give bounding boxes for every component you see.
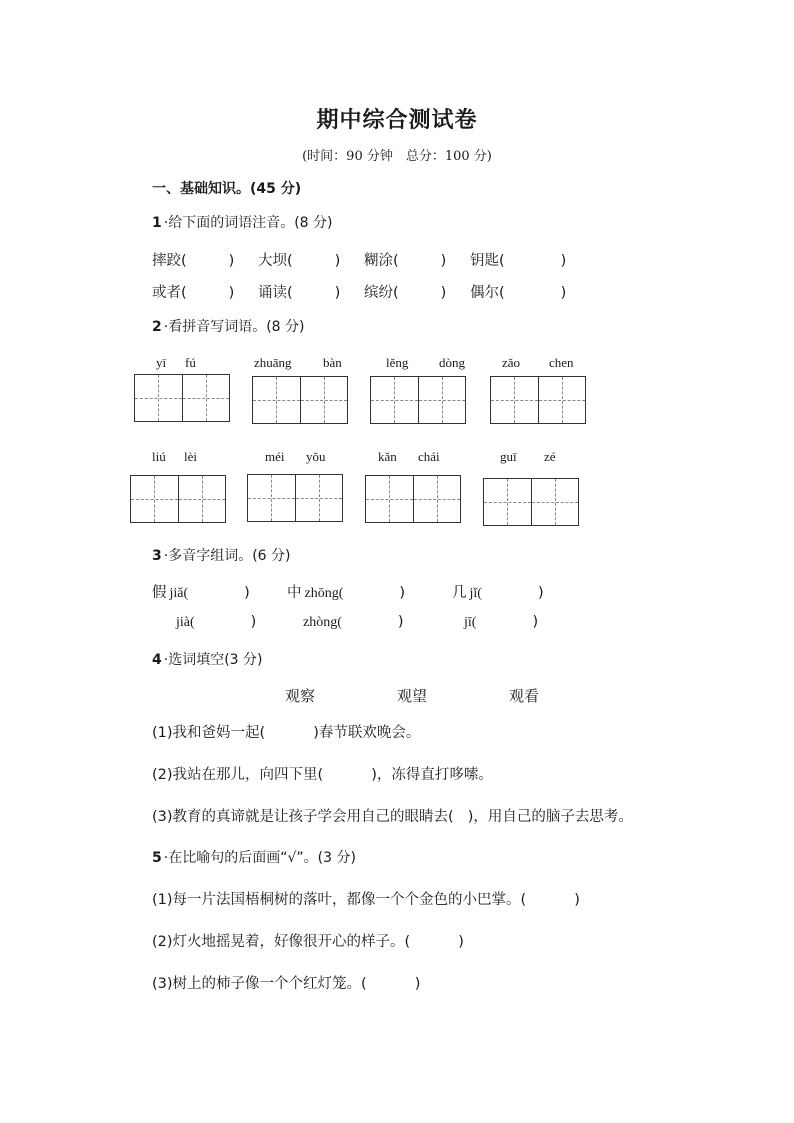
pinyin-reading: jià( (176, 615, 195, 630)
choice-word: 观望 (397, 687, 428, 705)
sentence-3 (152, 805, 633, 826)
q1-paren: ) (440, 285, 447, 301)
writing-grid[interactable] (130, 475, 226, 523)
pinyin-reading: jiǎ( (169, 586, 189, 601)
q1-paren: ) (560, 285, 567, 301)
question-number: 2 (152, 319, 162, 335)
pinyin-syllable: zé (544, 449, 556, 464)
q1-word: 偶尔( (470, 285, 505, 301)
q1-word: 大坝( (258, 253, 293, 269)
question-number: 3 (152, 548, 162, 564)
q1-word: 诵读( (258, 285, 293, 301)
question-number: 4 (152, 652, 162, 668)
exam-info: (时间：90 分钟 总分：100 分) (302, 149, 492, 164)
q1-paren: ) (228, 253, 235, 269)
paren: ) (397, 614, 404, 630)
question-text: ·给下面的词语注音。(8 分) (163, 215, 333, 231)
pinyin-syllable: dòng (439, 355, 465, 370)
pinyin-syllable: guī (500, 449, 517, 464)
writing-grid[interactable] (370, 376, 466, 424)
pinyin-syllable: zǎo (502, 355, 521, 370)
pinyin-reading: zhòng( (303, 615, 342, 630)
sentence-1 (152, 721, 420, 742)
writing-grid[interactable] (247, 474, 343, 522)
writing-grid[interactable] (134, 374, 230, 422)
sentence-2 (152, 930, 464, 951)
question-text: ·看拼音写词语。(8 分) (163, 319, 305, 335)
polyphone-item (152, 581, 250, 602)
question-text: ·选词填空(3 分) (163, 652, 263, 668)
sentence-3 (152, 972, 420, 993)
paren: ) (250, 614, 257, 630)
q1-word: 缤纷( (364, 285, 399, 301)
polyphone-char: 中 (287, 585, 302, 601)
pinyin-syllable: liú (152, 449, 166, 464)
question-number: 1 (152, 215, 162, 231)
paren: ) (537, 585, 544, 601)
pinyin-syllable: bàn (323, 355, 342, 370)
q1-paren: ) (334, 253, 341, 269)
q1-word: 或者( (152, 285, 187, 301)
q1-row-1 (152, 249, 576, 270)
paren: ) (532, 614, 539, 630)
polyphone-char: 假 (152, 585, 167, 601)
sentence-text: (1)每一片法国梧桐树的落叶，都像一个个金色的小巴掌。( (152, 892, 527, 908)
sentence-text: )，用自己的脑子去思考。 (467, 809, 633, 825)
q1-paren: ) (440, 253, 447, 269)
sentence-text: (3)树上的柿子像一个个红灯笼。( (152, 976, 367, 992)
pinyin-syllable: kǎn (378, 449, 397, 464)
writing-grid[interactable] (252, 376, 348, 424)
pinyin-syllable: zhuāng (254, 355, 292, 370)
pinyin-syllable: méi (265, 449, 285, 464)
paren: ) (399, 585, 406, 601)
question-text: ·在比喻句的后面画“√”。(3 分) (163, 850, 356, 866)
question-3-heading (152, 545, 290, 565)
q1-word: 摔跤( (152, 253, 187, 269)
sentence-1 (152, 888, 580, 909)
choice-word: 观看 (509, 687, 540, 705)
q1-paren: ) (560, 253, 567, 269)
pinyin-syllable: fú (185, 355, 196, 370)
writing-grid[interactable] (483, 478, 579, 526)
question-5-heading (152, 847, 356, 867)
q1-paren: ) (228, 285, 235, 301)
section-heading: 一、基础知识。(45 分) (152, 181, 302, 197)
polyphone-item (287, 581, 405, 602)
q1-word: 钥匙( (470, 253, 505, 269)
polyphone-char: 几 (452, 585, 467, 601)
page-title: 期中综合测试卷 (316, 108, 478, 133)
q1-row-2 (152, 281, 576, 302)
pinyin-reading: jī( (464, 615, 477, 630)
question-4-heading (152, 649, 262, 669)
paren: ) (574, 892, 580, 908)
pinyin-reading: zhōng( (304, 586, 344, 601)
question-1-heading (152, 212, 332, 232)
q1-paren: ) (334, 285, 341, 301)
writing-grid[interactable] (365, 475, 461, 523)
question-2-heading (152, 316, 304, 336)
sentence-text: (3)教育的真谛就是让孩子学会用自己的眼睛去( (152, 809, 454, 825)
paren: ) (414, 976, 421, 992)
sentence-text: (1)我和爸妈一起( (152, 725, 266, 741)
pinyin-syllable: chen (549, 355, 574, 370)
pinyin-syllable: yī (156, 355, 167, 370)
sentence-text: (2)我站在那儿，向四下里( (152, 767, 324, 783)
sentence-text: )春节联欢晚会。 (313, 725, 421, 741)
pinyin-syllable: yǒu (306, 449, 326, 464)
polyphone-item (176, 614, 256, 631)
polyphone-item (303, 614, 404, 631)
choice-word: 观察 (285, 687, 316, 705)
sentence-2 (152, 763, 493, 784)
question-number: 5 (152, 850, 162, 866)
sentence-text: )，冻得直打哆嗦。 (371, 767, 493, 783)
polyphone-item (452, 581, 544, 602)
polyphone-item (464, 614, 538, 631)
question-text: ·多音字组词。(6 分) (163, 548, 291, 564)
paren: ) (458, 934, 464, 950)
pinyin-syllable: lèi (184, 449, 197, 464)
sentence-text: (2)灯火地摇晃着，好像很开心的样子。( (152, 934, 411, 950)
q1-word: 糊涂( (364, 253, 399, 269)
writing-grid[interactable] (490, 376, 586, 424)
pinyin-reading: jǐ( (469, 586, 482, 601)
pinyin-syllable: chái (418, 449, 440, 464)
pinyin-syllable: lěng (386, 355, 409, 370)
paren: ) (244, 585, 250, 601)
